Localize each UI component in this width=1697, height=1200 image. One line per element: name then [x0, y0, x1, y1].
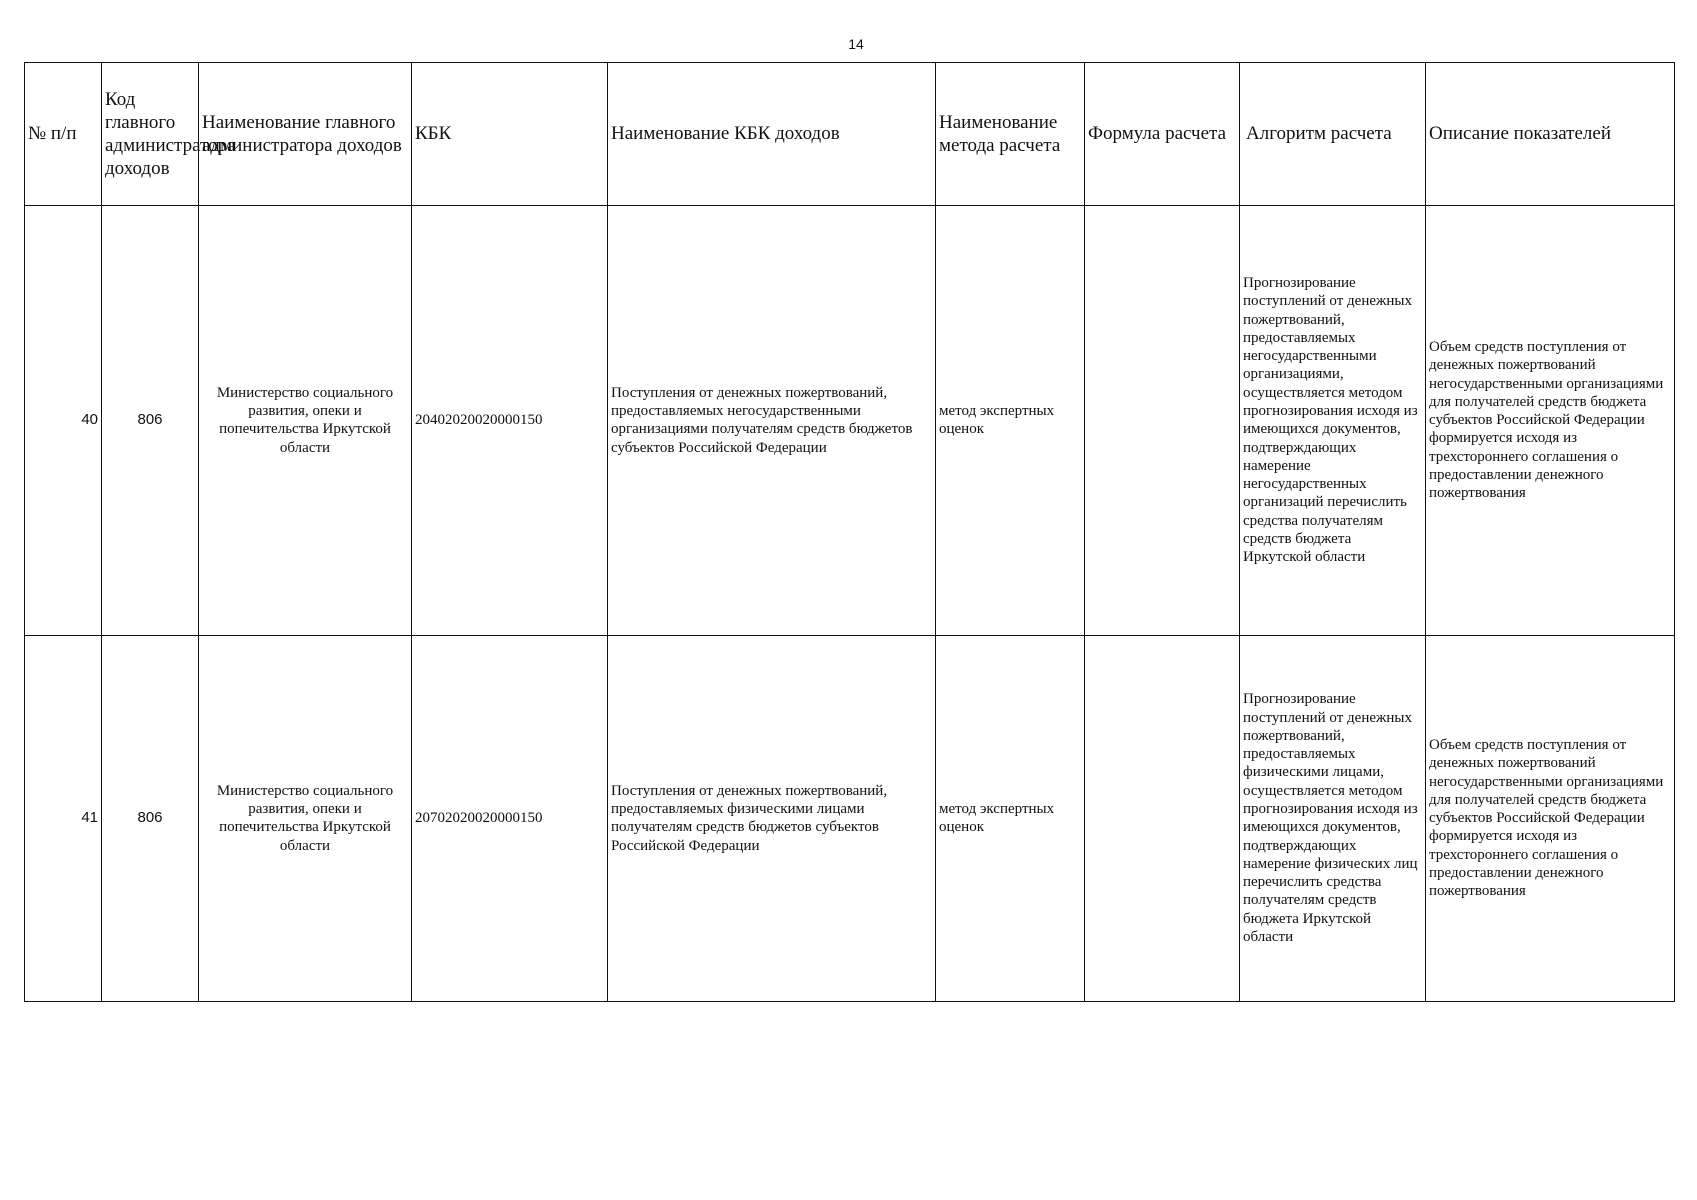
table-row — [25, 635, 1675, 1001]
header-admin-code: Код главного администратора доходов — [102, 63, 199, 206]
row-description: Объем средств поступления от денежных пожертвований негосударственными организациями для получателей средств бюджета субъектов Российской Федерации формируется исходя из трехстороннего соглашения о предоставлении денежного пожертвования — [1426, 206, 1675, 636]
row-admin-name: Министерство социального развития, опеки и попечительства Иркутской области — [199, 206, 412, 636]
row-formula — [1085, 206, 1240, 636]
row-kbk: 20702020020000150 — [412, 635, 608, 1001]
row-algorithm: Прогнозирование поступлений от денежных пожертвований, предоставляемых физическими лицами, осуществляется методом прогнозирования исходя из имеющихся документов, подтверждающих намерение физических лиц перечислить средства получателям средств бюджета Иркутской области — [1240, 635, 1426, 1001]
table-row — [25, 206, 1675, 636]
row-num: 40 — [25, 206, 102, 636]
row-method: метод экспертных оценок — [936, 206, 1085, 636]
row-admin-code: 806 — [102, 206, 199, 636]
header-kbk-name: Наименование КБК доходов — [608, 63, 936, 206]
header-num: № п/п — [25, 63, 102, 206]
row-description: Объем средств поступления от денежных пожертвований негосударственными организациями для получателей средств бюджета субъектов Российской Федерации формируется исходя из трехстороннего соглашения о предоставлении денежного пожертвования — [1426, 635, 1675, 1001]
header-method: Наименование метода расчета — [936, 63, 1085, 206]
row-admin-code: 806 — [102, 635, 199, 1001]
row-formula — [1085, 635, 1240, 1001]
header-row — [25, 63, 1675, 206]
row-kbk-name: Поступления от денежных пожертвований, предоставляемых физическими лицами получателям средств бюджетов субъектов Российской Федерации — [608, 635, 936, 1001]
row-admin-name: Министерство социального развития, опеки и попечительства Иркутской области — [199, 635, 412, 1001]
header-admin-name: Наименование главного администратора доходов — [199, 63, 412, 206]
header-algorithm: Алгоритм расчета — [1240, 63, 1426, 206]
page-number: 14 — [848, 36, 864, 52]
row-kbk-name: Поступления от денежных пожертвований, предоставляемых негосударственными организациями получателям средств бюджетов субъектов Российской Федерации — [608, 206, 936, 636]
row-method: метод экспертных оценок — [936, 635, 1085, 1001]
row-num: 41 — [25, 635, 102, 1001]
revenue-forecast-table — [24, 62, 1675, 1002]
header-formula: Формула расчета — [1085, 63, 1240, 206]
header-kbk: КБК — [412, 63, 608, 206]
row-kbk: 20402020020000150 — [412, 206, 608, 636]
header-description: Описание показателей — [1426, 63, 1675, 206]
row-algorithm: Прогнозирование поступлений от денежных пожертвований, предоставляемых негосударственными организациями, осуществляется методом прогнозирования исходя из имеющихся документов, подтверждающих намерение негосударственных организаций перечислить средства получателям средств бюджета Иркутской области — [1240, 206, 1426, 636]
